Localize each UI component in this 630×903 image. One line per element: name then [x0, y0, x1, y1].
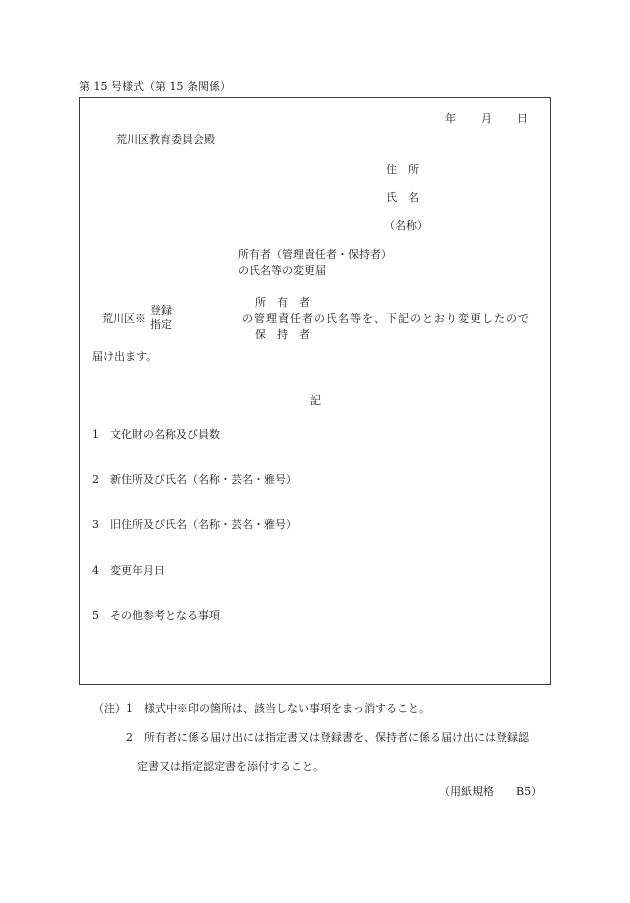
- list-item: 1 文化財の名称及び員数: [92, 428, 220, 441]
- registration-option: 登録: [150, 304, 172, 317]
- address-label: 住 所: [386, 163, 419, 176]
- document-title-line1: 所有者（管理責任者・保持者）: [238, 248, 392, 261]
- date-line: [445, 112, 528, 126]
- body-sentence: の管理責任者の氏名等を、下記のとおり変更したので: [242, 312, 530, 325]
- note-2-line1: 2 所有者に係る届け出には指定書又は登録書を、保持者に係る届け出には登録認: [126, 731, 529, 744]
- owner-label: 所 有 者: [255, 296, 310, 309]
- notes-label: （注）: [93, 702, 126, 715]
- list-item: 5 その他参考となる事項: [92, 609, 220, 622]
- addressee: 荒川区教育委員会殿: [116, 133, 215, 146]
- designation-option: 指定: [150, 318, 172, 331]
- name-label: 氏 名: [386, 191, 419, 204]
- closing-text: 届け出ます。: [92, 350, 158, 363]
- date-year: 年: [445, 112, 456, 125]
- date-month: 月: [481, 112, 492, 125]
- form-frame: [79, 97, 551, 685]
- note-1: 1 様式中※印の箇所は、該当しない事項をまっ消すること。: [126, 702, 430, 715]
- document-title-line2: の氏名等の変更届: [238, 264, 326, 277]
- note-2-line2: 定書又は指定認定書を添付すること。: [137, 760, 324, 773]
- list-item: 4 変更年月日: [92, 564, 165, 577]
- paper-size-label: （用紙規格 B5）: [439, 785, 543, 798]
- ki-heading: 記: [310, 394, 321, 407]
- list-item: 3 旧住所及び氏名（名称・芸名・雅号）: [92, 518, 297, 531]
- form-number-header: 第 15 号様式（第 15 条関係）: [79, 80, 231, 93]
- registration-choice: [150, 304, 172, 332]
- organization-label: （名称）: [384, 219, 428, 232]
- date-day: 日: [517, 112, 528, 125]
- list-item: 2 新住所及び氏名（名称・芸名・雅号）: [92, 473, 297, 486]
- ward-label: 荒川区※: [102, 312, 146, 325]
- holder-label: 保 持 者: [255, 328, 310, 341]
